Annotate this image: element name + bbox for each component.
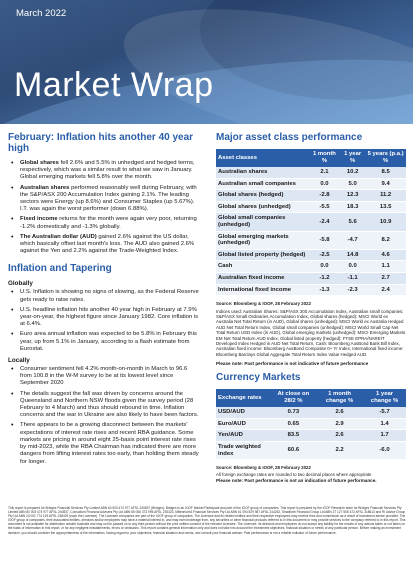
list-item: [8, 216, 200, 230]
table-cell: 4.6: [365, 249, 406, 261]
row-label: USD/AUD: [216, 407, 271, 418]
column-header: 1 month %: [309, 149, 340, 167]
table-cell: -1.1: [340, 272, 365, 284]
row-label: Global listed property (hedged): [216, 249, 309, 261]
bullet-text: performed reasonably well during February, with the S&P/ASX 200 Accumulation Index gaining 2.1%. The leading sectors were Energy (up 8.6%) and Consumer Staples (up 5.67%). I.T. was again the worst performer (down 6.88%).: [20, 184, 197, 213]
column-header: Exchange rates: [216, 389, 271, 407]
row-label: Australian small companies: [216, 178, 309, 190]
section-heading: Currency Markets: [216, 372, 301, 384]
table-row: [216, 272, 406, 284]
bullet-text: returns for the month were again very poor, returning -1.2% domestically and -1.3% globally.: [20, 216, 197, 230]
table-cell: 2.6: [316, 407, 363, 418]
list-item: • There appears to be a growing disconnect between the markets' expectations of interest rate rises and recent RBA guidance. Some markets are pricing in around eight 25-basis point interest rate rises by mid-2023, while the RBA Chairman has indicated there are more dangers from lifting interest rates too early, than holding them steady for longer.: [8, 422, 200, 465]
table-cell: 2.2: [316, 441, 363, 459]
table-cell: 2.7: [365, 272, 406, 284]
row-label: Euro/AUD: [216, 418, 271, 430]
row-label: Global shares (hedged): [216, 190, 309, 202]
column-header: At close on 28/2 %: [271, 389, 316, 407]
bullet-text: fell 2.6% and 5.5% in unhedged and hedged terms, respectively, which was a similar result to what we saw in January. Global emerging markets fell 5.8% over the month.: [20, 160, 195, 181]
row-label: Global emerging markets (unhedged): [216, 231, 309, 249]
table-cell: 1.7: [363, 430, 406, 442]
table-cell: 83.5: [271, 430, 316, 442]
table-cell: 18.3: [340, 201, 365, 213]
column-header: Asset classes: [216, 149, 309, 167]
table-cell: 2.6: [316, 430, 363, 442]
table-cell: -2.3: [340, 284, 365, 296]
list-item: [8, 160, 200, 182]
table-cell: 0.73: [271, 407, 316, 418]
asset-source: Source: Bloomberg & IOOF, 28 February 2022: [216, 301, 311, 307]
row-label: Cash: [216, 261, 309, 273]
row-label: Trade weighted index: [216, 441, 271, 459]
report-title: Market Wrap: [14, 66, 214, 104]
left-column: [8, 132, 200, 469]
table-cell: 11.2: [365, 190, 406, 202]
table-cell: 1.1: [365, 261, 406, 273]
table-cell: -1.2: [309, 272, 340, 284]
table-cell: -1.3: [309, 284, 340, 296]
asset-note: Please note: Past performance is not indicative of future performance: [216, 361, 369, 367]
column-header: 1 month change %: [316, 389, 363, 407]
table-row: [216, 261, 406, 273]
local-bullet-list: [8, 366, 200, 466]
table-cell: 14.8: [340, 249, 365, 261]
table-row: [216, 213, 406, 231]
currency-rounding: All foreign exchange rates are rounded to two decimal places where appropriate: [216, 471, 372, 477]
report-date: March 2022: [16, 8, 67, 19]
currency-source: Source: Bloomberg & IOOF, 28 February 2022: [216, 465, 311, 471]
table-row: [216, 201, 406, 213]
section-heading: Major asset class performance: [216, 132, 363, 143]
global-bullet-list: [8, 289, 200, 353]
top-bullet-list: [8, 160, 200, 255]
header-banner: [0, 0, 413, 124]
table-row: [216, 430, 406, 442]
section-heading: February: Inflation hits another 40 year high: [8, 132, 194, 154]
table-cell: 0.65: [271, 418, 316, 430]
table-cell: -5.8: [309, 231, 340, 249]
table-cell: -2.8: [309, 190, 340, 202]
table-cell: -2.5: [309, 249, 340, 261]
asset-class-table: [216, 149, 406, 296]
table-row: [216, 407, 406, 418]
list-item: • U.S. Inflation is showing no signs of slowing, as the Federal Reserve gets ready to raise rates.: [8, 289, 200, 303]
currency-note: Please note: Past performance is not an indication of future performance.: [216, 477, 377, 483]
table-cell: 5.6: [340, 213, 365, 231]
table-cell: 0.0: [340, 261, 365, 273]
table-cell: -5.5: [309, 201, 340, 213]
table-cell: 10.9: [365, 213, 406, 231]
column-header: 5 years (p.a.) %: [365, 149, 406, 167]
right-column: [216, 132, 406, 483]
table-cell: 0.0: [309, 178, 340, 190]
row-label: Australian shares: [216, 167, 309, 178]
table-cell: 1.4: [363, 418, 406, 430]
row-label: International fixed income: [216, 284, 309, 296]
table-cell: 60.6: [271, 441, 316, 459]
bullet-lead: Fixed income: [20, 216, 58, 223]
table-row: [216, 178, 406, 190]
list-item: [8, 185, 200, 214]
table-cell: 8.5: [365, 167, 406, 178]
column-header: 1 year %: [340, 149, 365, 167]
table-row: [216, 284, 406, 296]
row-label: Global small companies (unhedged): [216, 213, 309, 231]
bullet-lead: The Australian dollar (AUD): [20, 233, 97, 240]
list-item: [8, 234, 200, 256]
table-row: [216, 249, 406, 261]
row-label: Australian fixed income: [216, 272, 309, 284]
table-cell: 5.0: [340, 178, 365, 190]
table-cell: 2.1: [309, 167, 340, 178]
table-row: [216, 231, 406, 249]
table-cell: -5.7: [363, 407, 406, 418]
bullet-lead: Australian shares: [20, 184, 70, 191]
subheading-globally: Globally: [8, 280, 33, 288]
list-item: • The details suggest the fall was driven by concerns around the Queensland and Northern NSW floods given the survey period (28 February to 4 March) and thus should rebound in time. Inflation concerns and the war in Ukraine are also likely to have been factors.: [8, 391, 200, 420]
table-row: [216, 167, 406, 178]
list-item: • Consumer sentiment fell 4.2% month-on-month in March to 96.6 from 100.8 in the W-M survey to be at its lowest level since September 2020: [8, 366, 200, 388]
table-cell: 9.4: [365, 178, 406, 190]
table-cell: 12.3: [340, 190, 365, 202]
table-row: [216, 441, 406, 459]
bullet-lead: Global shares: [20, 160, 59, 166]
table-row: [216, 190, 406, 202]
table-cell: -4.7: [340, 231, 365, 249]
list-item: • U.S. headline inflation hits another 40 year high in February at 7.9% year-on-year, the highest figure since January 1982. Core inflation is at 6.4%.: [8, 307, 200, 329]
row-label: Global shares (unhedged): [216, 201, 309, 213]
table-cell: 0.0: [309, 261, 340, 273]
table-row: [216, 418, 406, 430]
table-cell: -2.4: [309, 213, 340, 231]
column-header: 1 year change %: [363, 389, 406, 407]
table-cell: 10.2: [340, 167, 365, 178]
table-cell: 2.9: [316, 418, 363, 430]
asset-indices: Indices used: Australian Shares: S&P/ASX 200 Accumulation Index, Australian small companies: S&P/ASX Small Ordinaries Accumulation Index, Global shares (hedged): MSCI World ex Australia Net Total Return (in AUD), Global shares (unhedged): MSCI World ex Australia Hedged AUD Net Total Return Index, Global small companies (unhedged): MSCI World Small Cap Net Total Return USD Index (in AUD), Global emerging markets (unhedged): MSCI Emerging Markets EM Net Total Return AUD Index, Global listed property (hedged): FTSE EPRA/NAREIT Developed Index Hedged in AUD Net Total Return, Cash: Bloomberg AusBond Bank Bill Index, Australian fixed income: Bloomberg AusBond Composite 0+ Yr Index, International fixed income: Bloomberg Barclays Global Aggregate Total Return Index Value Hedged AUD.: [216, 308, 406, 357]
table-cell: -6.0: [363, 441, 406, 459]
currency-table: [216, 389, 406, 460]
list-item: • Euro area annual inflation was expected to be 5.8% in February this year, up from 5.1% in January, according to a flash estimate from Eurostat.: [8, 331, 200, 353]
row-label: Yen/AUD: [216, 430, 271, 442]
subheading-locally: Locally: [8, 357, 30, 365]
bullet-text: gained 2.6% against the US dollar, which basically offset last month's loss. The AUD also gained 2.6% against the Yen and 2.2% against the Trade-Weighted Index.: [20, 233, 195, 255]
table-cell: 2.4: [365, 284, 406, 296]
disclaimer: This report is prepared for Bridges Financial Services Pty Limited ABN 60 003 474 977 AFSL 240837 (Bridges). Bridges is an IOOF Market Participant and part of the IOOF group of companies. This report is prepared by the IOOF Research team for Bridges Financial Services Pty Limited ABN 60 003 474 977 AFSL 240837, Consultum Financial Advisers Pty Ltd ABN 65 006 373 995 AFSL 230323, Millennium3 Financial Services Pty Ltd ABN 61 094 529 987 AFSL 244252, Shadforth Financial Group Ltd ABN 27 127 508 472 AFSL 318613 and RI Advice Group Pty Ltd ABN 23 001 774 125 AFSL 238429 (each the Licensee). The Licensee companies are part of the IOOF group of companies. The Licensee and its related entities and their respective employees may receive fees and commission as a result of investment advice provided. The IOOF group of companies, their associated entities, directors and/or employees may have a material interest in, and may earn brokerage from, any securities or other financial products referred to in this document or may provide services to the company referred to in this report. This document is not available for distribution outside Australia and may not be passed on to any third person without the prior written consent of the relevant Licensee. The Licensee, its directors and employees do not accept any liability for the results of any actions taken or not taken on the basis of information in this report, or for any negligent misstatements, errors or omissions. This report contains general information only and does not take into account the investment objectives, financial situation or needs of any particular person. Before making an investment decision, you should consider the appropriateness of the information, having regard to your objectives, financial situation and needs, and consult your financial adviser. Past performance is not a reliable indicator of future performance.: [8, 506, 406, 535]
section-heading: Inflation and Tapering: [8, 263, 112, 275]
table-cell: 13.5: [365, 201, 406, 213]
table-cell: 8.2: [365, 231, 406, 249]
